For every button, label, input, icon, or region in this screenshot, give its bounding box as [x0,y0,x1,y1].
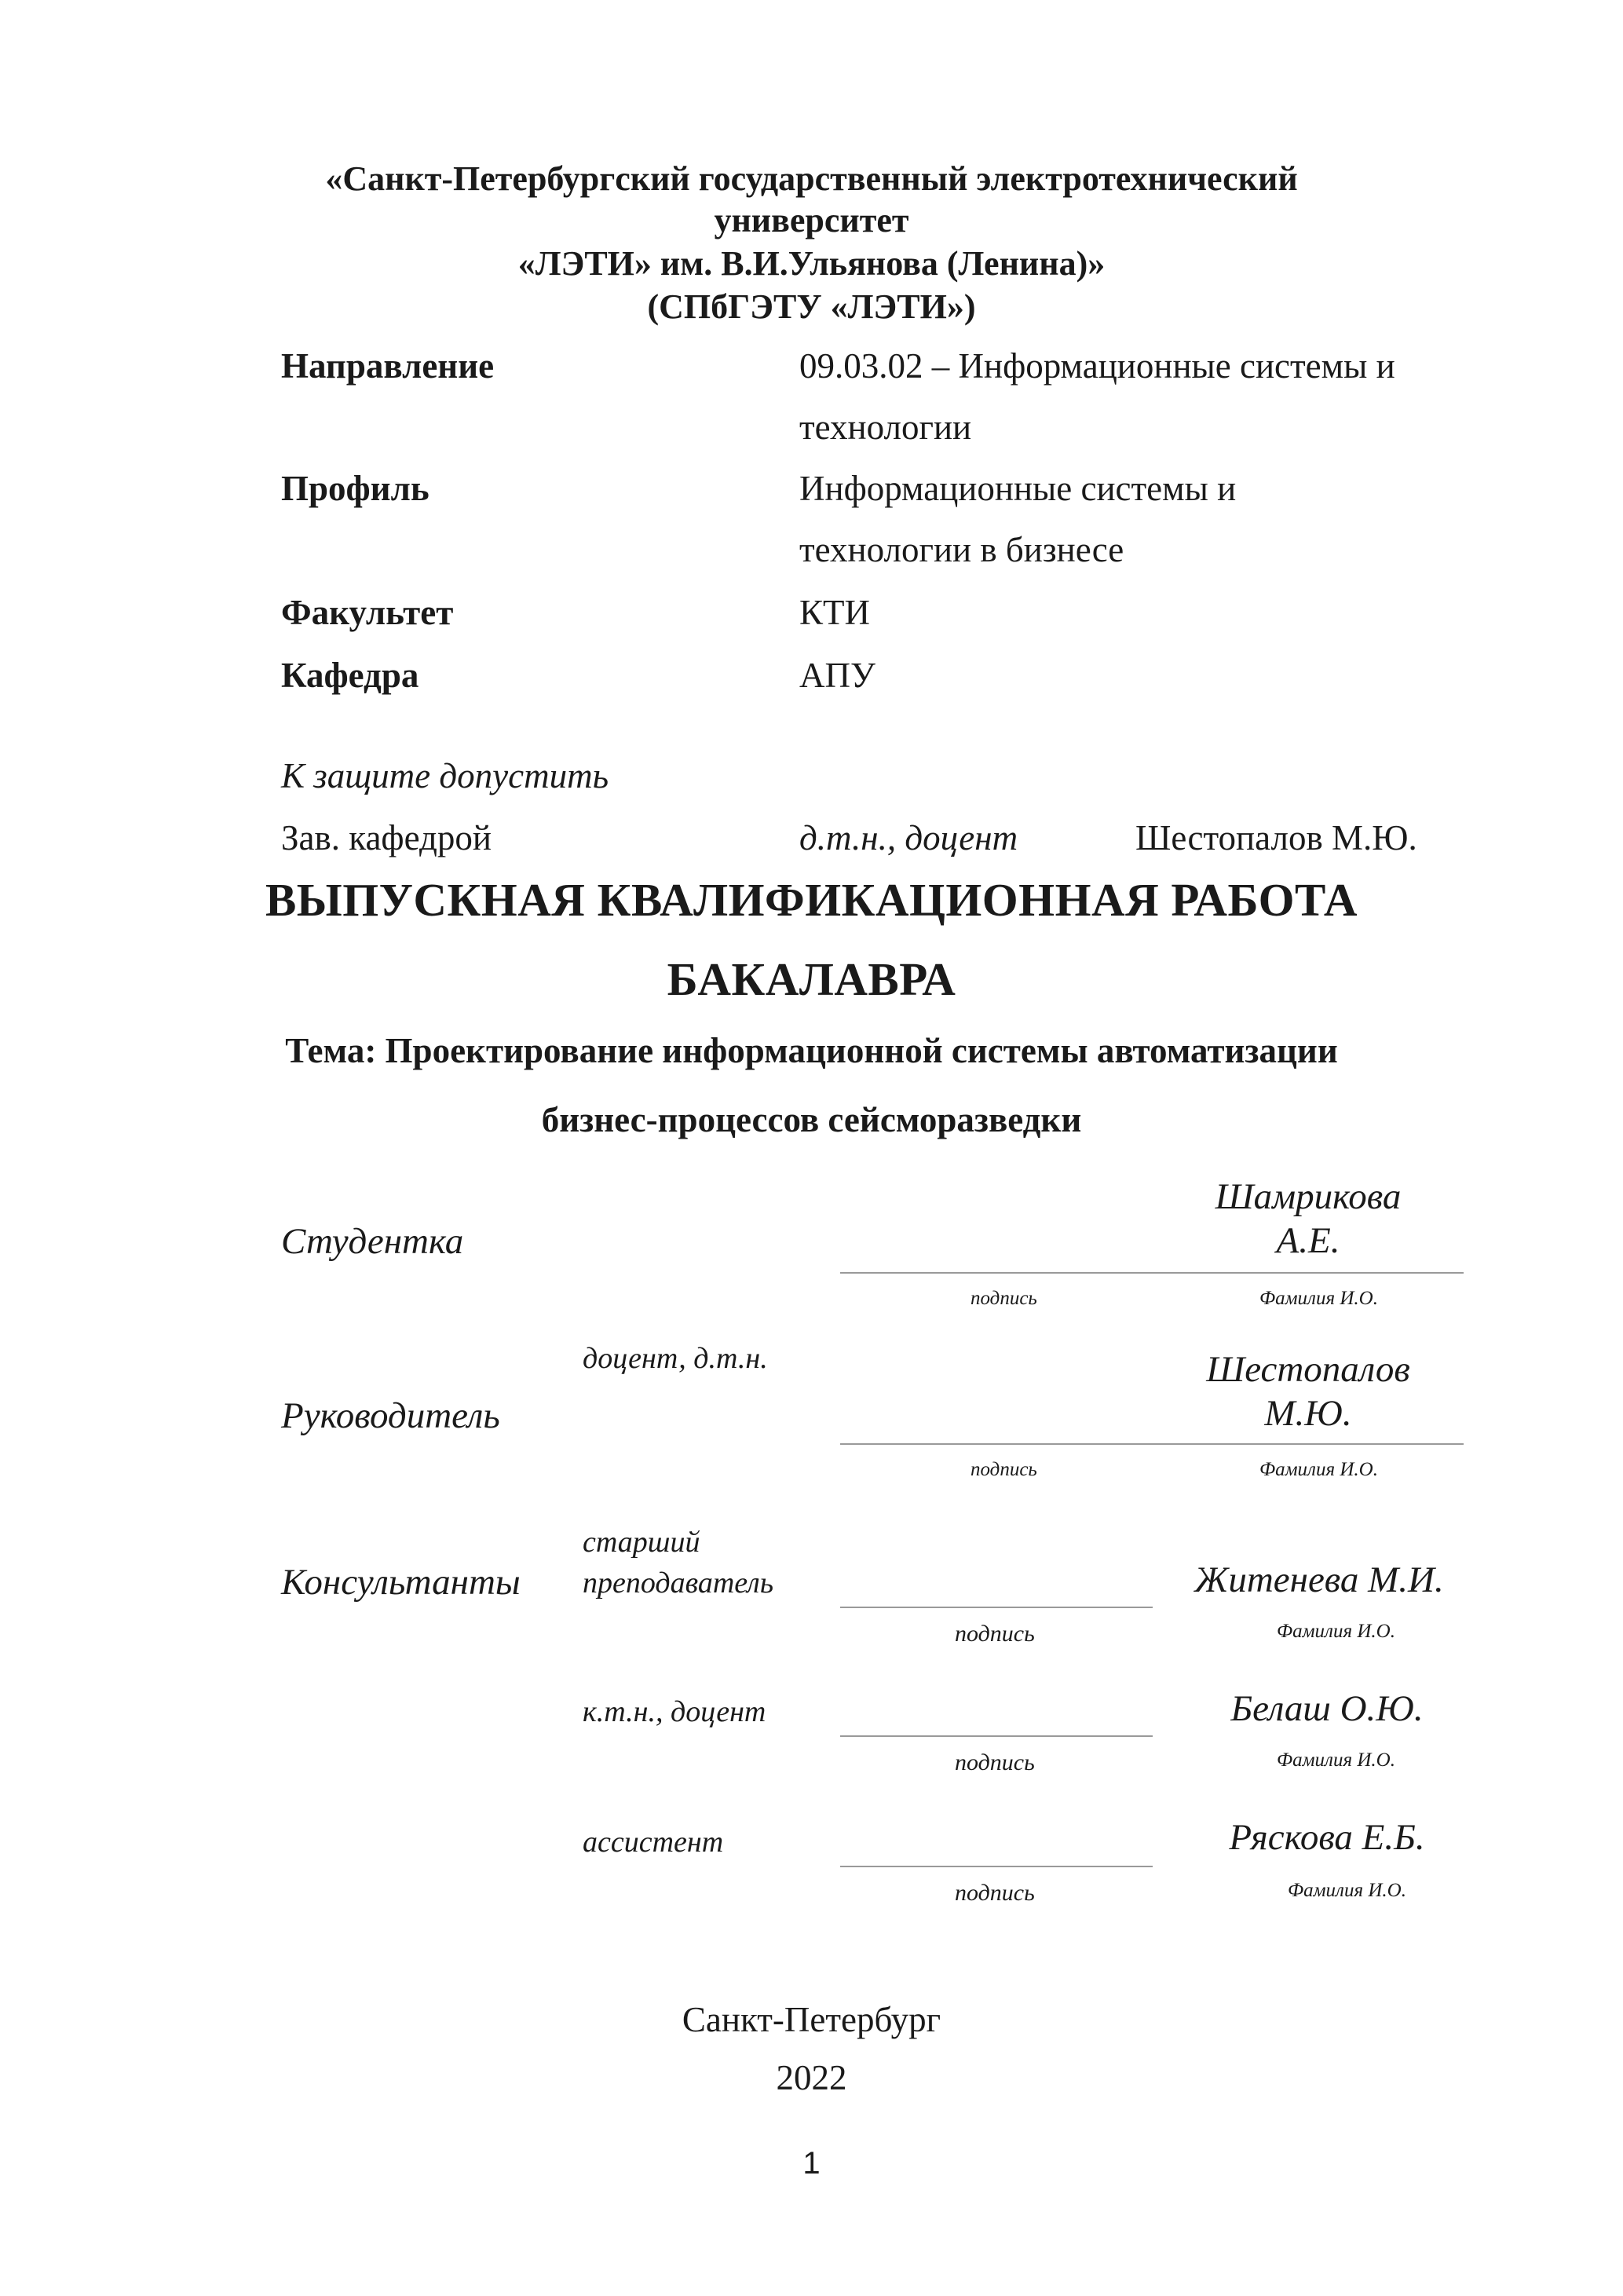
supervisor-signature-line[interactable] [840,1443,1464,1445]
supervisor-signature-caption: подпись [971,1459,1037,1480]
supervisor-role: Руководитель [281,1395,500,1436]
consultant-1-signature-line[interactable] [840,1607,1153,1608]
head-of-department-degree: д.т.н., доцент [799,818,1018,857]
consultant-2-signature-caption: подпись [955,1749,1035,1775]
consultant-3-name: Ряскова Е.Б. [1229,1817,1425,1858]
university-abbreviation: (СПбГЭТУ «ЛЭТИ») [647,287,976,326]
consultant-1-name: Житенева М.И. [1194,1559,1444,1600]
supervisor-name-line-1: Шестопалов [1206,1349,1410,1390]
head-of-department-label: Зав. кафедрой [281,818,492,857]
student-role: Студентка [281,1221,464,1262]
student-name-line-1: Шамрикова [1215,1176,1402,1217]
student-name-caption: Фамилия И.О. [1259,1288,1378,1309]
consultant-1-name-caption: Фамилия И.О. [1277,1621,1395,1642]
admission-caption: К защите допустить [281,756,609,795]
document-title-line-1: ВЫПУСКНАЯ КВАЛИФИКАЦИОННАЯ РАБОТА [265,874,1358,926]
student-signature-caption: подпись [971,1288,1037,1309]
consultant-3-signature-line[interactable] [840,1866,1153,1867]
consultants-role: Консультанты [281,1562,521,1603]
consultant-1-degree-line-2: преподаватель [583,1567,774,1600]
direction-value-line-1: 09.03.02 – Информационные системы и [799,346,1395,386]
supervisor-degree: доцент, д.т.н. [583,1342,768,1375]
consultant-3-signature-caption: подпись [955,1880,1035,1906]
faculty-value: КТИ [799,593,870,632]
profile-label: Профиль [281,469,430,508]
supervisor-name-caption: Фамилия И.О. [1259,1459,1378,1480]
city: Санкт-Петербург [682,2000,941,2039]
page-number: 1 [802,2146,821,2181]
university-name-line-2: университет [714,201,909,239]
consultant-2-name: Белаш О.Ю. [1230,1688,1424,1729]
faculty-label: Факультет [281,593,454,632]
student-signature-line[interactable] [840,1272,1464,1274]
thesis-theme-line-2: бизнес-процессов сейсморазведки [541,1100,1082,1139]
department-label: Кафедра [281,656,419,695]
direction-label: Направление [281,346,495,386]
university-name-line-3: «ЛЭТИ» им. В.И.Ульянова (Ленина)» [517,244,1106,283]
thesis-theme-line-1: Тема: Проектирование информационной системы автоматизации [285,1031,1338,1070]
direction-value-line-2: технологии [799,408,972,447]
head-of-department-name: Шестопалов М.Ю. [1135,818,1417,857]
university-name-line-1: «Санкт-Петербургский государственный электротехнический [325,159,1298,198]
consultant-2-degree: к.т.н., доцент [583,1695,766,1728]
consultant-3-degree: ассистент [583,1826,724,1859]
student-name-line-2: А.Е. [1276,1220,1340,1261]
document-title-line-2: БАКАЛАВРА [667,953,956,1005]
department-value: АПУ [799,656,875,695]
profile-value-line-2: технологии в бизнесе [799,530,1124,569]
consultant-1-degree-line-1: старший [583,1526,700,1559]
profile-value-line-1: Информационные системы и [799,469,1237,508]
consultant-2-name-caption: Фамилия И.О. [1277,1749,1395,1771]
consultant-3-name-caption: Фамилия И.О. [1288,1880,1406,1901]
consultant-2-signature-line[interactable] [840,1735,1153,1737]
supervisor-name-line-2: М.Ю. [1264,1393,1352,1434]
consultant-1-signature-caption: подпись [955,1621,1035,1647]
year: 2022 [776,2058,847,2097]
